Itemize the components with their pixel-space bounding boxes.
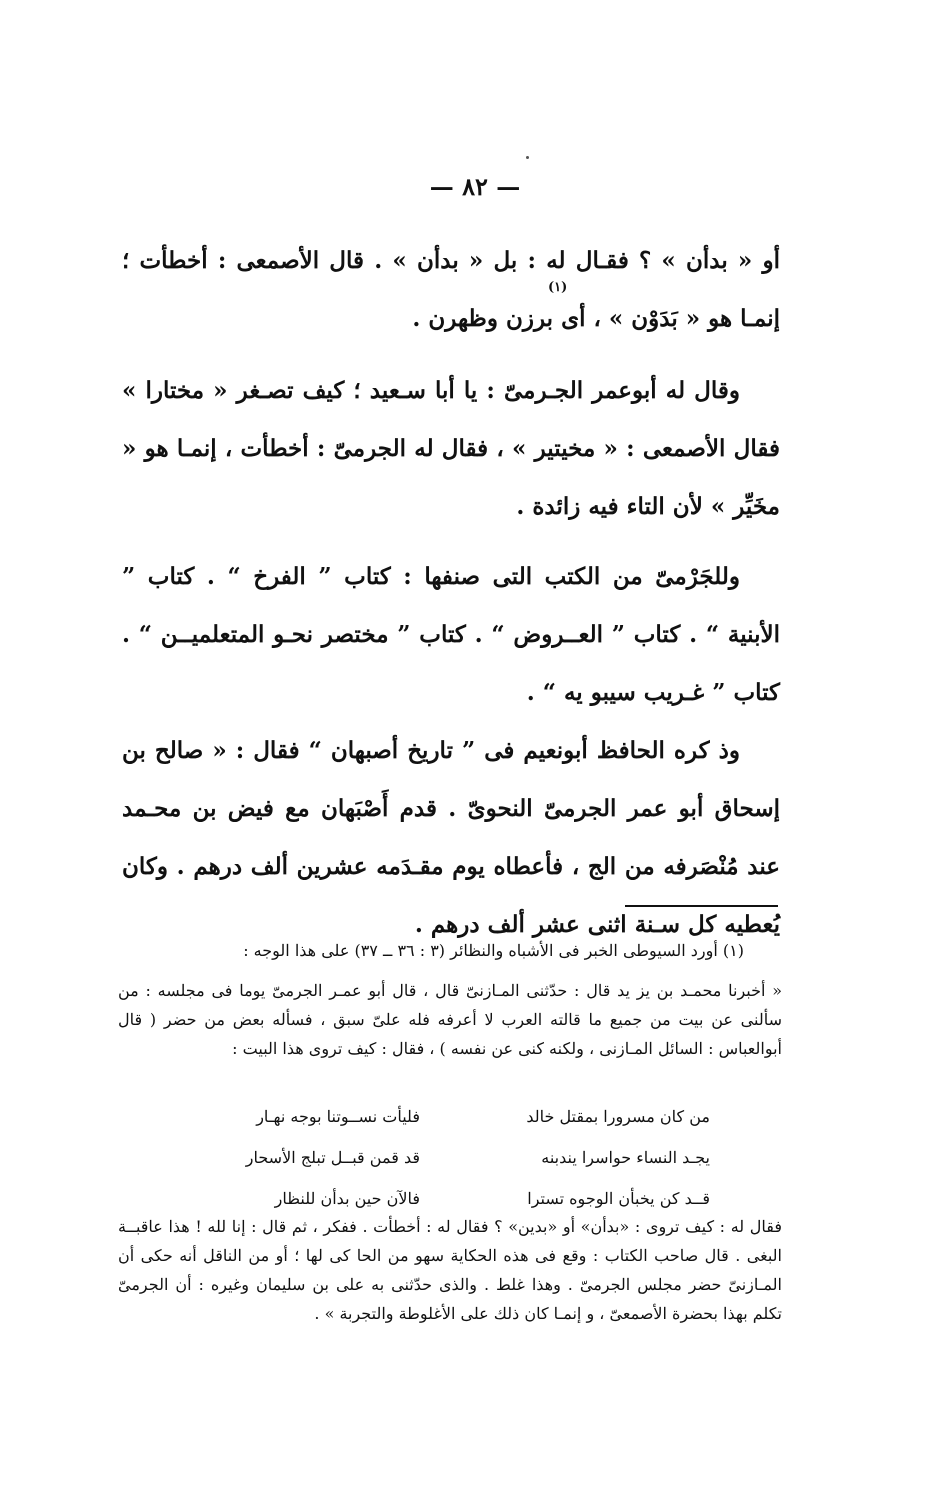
page-number: — ٨٢ —: [429, 172, 521, 201]
paragraph-text: وذ كره الحافظ أبونعيم فى ” تاريخ أصبهان “ فقال : « صالح بن إسحاق أبو عمر الجرمىّ النحوىّ . قدم أَصْبَهان مع فيض بن محـمد عند مُنْصَرفه من الج ، فأعطاه يوم مقـدَمه عشرين ألف درهم . وكان يُعطيه كل سـنة اثنى عشر ألف درهم .: [122, 737, 780, 938]
footnote-continuation-text: فقال له : كيف تروى : «بدأن» أو «بدين» ؟ فقال له : أخطأت . ففكر ، ثم قال : إنا لله ! هذا عاقبــة البغى . قال صاحب الكتاب : وقع فى هذه الحكاية سهو من الحا كى لها ؛ أو من الناقل أنه حكى أن المـازنىّ حضر مجلس الجرمىّ . وهذا غلط . والذى حدّثنى به على بن سليمان وغيره : أن الجرمىّ تكلم بهذا بحضرة الأصمعىّ ، و إنمـا كان ذلك على الأغلوطة والتجربة » .: [118, 1217, 782, 1323]
paragraph-2: [122, 362, 780, 536]
footnote-intro: [118, 936, 782, 965]
verse-first-hemistich: قــد كن يخبأن الوجوه تسترا: [527, 1189, 710, 1208]
verse-second-hemistich: فالآن حين بدأن للنظار: [274, 1189, 420, 1208]
paragraph-text: وللجَرْمىّ من الكتب التى صنفها : كتاب ” الفرخ “ . كتاب ” الأبنية “ . كتاب ” العــروض “ . كتاب ” مختصر نحـو المتعلميــن “ . كتاب ” غـريب سيبو يه “ .: [122, 563, 780, 706]
verse-line: [190, 1137, 710, 1178]
footnote-reference: (١): [548, 280, 568, 295]
footnote-continuation: [118, 1212, 782, 1328]
verse-first-hemistich: من كان مسرورا بمقتل خالد: [526, 1107, 710, 1126]
paragraph-4: [122, 722, 780, 954]
verse-first-hemistich: يجـد النساء حواسرا يندبنه: [541, 1148, 710, 1167]
footnote-separator: [625, 905, 778, 907]
verse-line: [190, 1096, 710, 1137]
paragraph-text: أو « بدأن » ؟ فقـال له : بل « بدأن » . قال الأصمعى : أخطأت ؛ إنمـا هو « بَدَوْن » ، أى برزن وظهرن .: [122, 247, 780, 332]
footnote-quote: [118, 976, 782, 1063]
paragraph-text: وقال له أبوعمر الجـرمىّ : يا أبا سـعيد ؛ كيف تصـغر « مختارا » فقال الأصمعى : « مخيتير » ، فقال له الجرمىّ : أخطأت ، إنمـا هو « مخَيِّر » لأن التاء فيه زائدة .: [122, 377, 780, 520]
paragraph-1: [122, 232, 780, 348]
poem-verses: [190, 1096, 710, 1219]
footnote-quote-text: « أخبرنا محمـد بن يز يد قال : حدّثنى المـازنىّ قال ، قال أبو عمـر الجرمىّ يوما فى مجلسه : من سألنى عن بيت من جميع ما قالته العرب لا أعرفه فله علىّ سبق ، فسأله بعض من حضر ( قال أبوالعباس : السائل المـازنى ، ولكنه كنى عن نفسه ) ، فقال : كيف تروى هذا البيت :: [118, 981, 782, 1058]
paragraph-3: [122, 548, 780, 722]
footnote-intro-text: (١) أورد السيوطى الخبر فى الأشباه والنظائر (٣ : ٣٦ ــ ٣٧) على هذا الوجه :: [243, 941, 744, 960]
scan-speck: [526, 156, 529, 159]
verse-second-hemistich: قد قمن قبــل تبلج الأسحار: [245, 1148, 420, 1167]
verse-second-hemistich: فليأت نســوتنا بوجه نهـار: [256, 1107, 420, 1126]
